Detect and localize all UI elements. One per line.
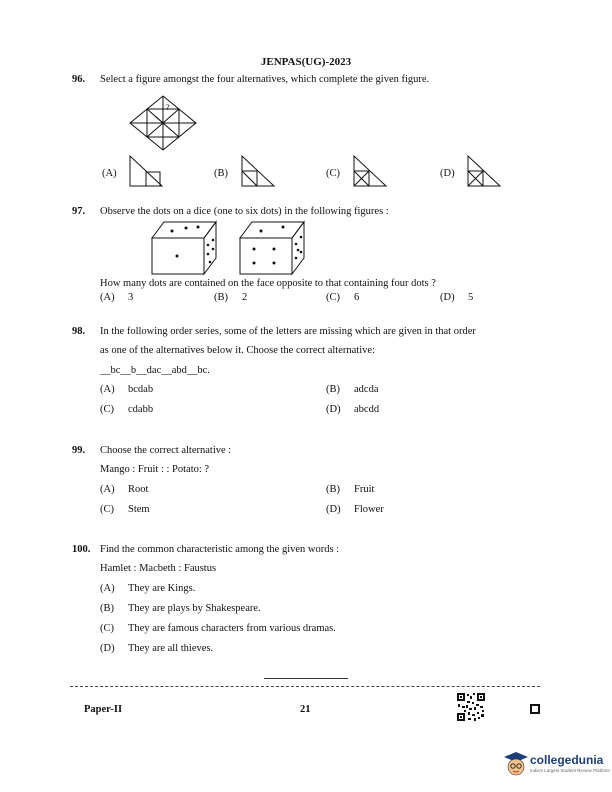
- option-b-figure[interactable]: [240, 154, 276, 188]
- question-text: Select a figure amongst the four alternatives, which complete the given figure.: [100, 74, 430, 85]
- collegedunia-brand: collegedunia: [530, 753, 604, 767]
- question-text: How many dots are contained on the face opposite to that containing four dots ?: [100, 278, 436, 289]
- option-d[interactable]: (D) 5: [440, 292, 474, 303]
- qr-code-icon: [456, 692, 486, 722]
- option-b-label[interactable]: (B): [214, 168, 228, 179]
- option-b[interactable]: (B) adcda: [326, 384, 379, 395]
- dice-figure-1: [150, 218, 220, 276]
- page-number: 21: [300, 704, 311, 715]
- footer-divider: [70, 686, 540, 687]
- question-mark: ?: [166, 103, 170, 112]
- option-c-figure[interactable]: [352, 154, 388, 188]
- question-text: Find the common characteristic among the given words :: [100, 544, 340, 555]
- option-d-figure[interactable]: [466, 154, 502, 188]
- option-d-label[interactable]: (D): [440, 168, 455, 179]
- option-c-label[interactable]: (C): [326, 168, 340, 179]
- option-c[interactable]: (C) cdabb: [100, 404, 154, 415]
- question-number: 96.: [72, 74, 86, 85]
- option-d[interactable]: (D) abcdd: [326, 404, 380, 415]
- option-a-label[interactable]: (A): [102, 168, 117, 179]
- question-number: 99.: [72, 445, 86, 456]
- dice-figure-2: [238, 218, 308, 276]
- analogy: Mango : Fruit : : Potato: ?: [100, 464, 210, 475]
- question-text: Choose the correct alternative :: [100, 445, 232, 456]
- word-list: Hamlet : Macbeth : Faustus: [100, 563, 217, 574]
- question-figure: [128, 94, 198, 152]
- option-a[interactable]: (A) 3: [100, 292, 134, 303]
- end-rule: [264, 678, 348, 679]
- paper-label: Paper-II: [84, 704, 123, 715]
- question-96: [72, 74, 85, 85]
- option-a-figure[interactable]: [128, 154, 164, 188]
- option-a[interactable]: (A) Root: [100, 484, 149, 495]
- option-d[interactable]: (D) They are all thieves.: [100, 643, 214, 654]
- question-number: 97.: [72, 206, 86, 217]
- option-c[interactable]: (C) 6: [326, 292, 360, 303]
- question-text: In the following order series, some of the letters are missing which are given in that order: [100, 326, 476, 337]
- question-text-continued: as one of the alternatives below it. Choose the correct alternative:: [100, 345, 375, 356]
- option-b[interactable]: (B) 2: [214, 292, 248, 303]
- option-a[interactable]: (A) bcdab: [100, 384, 154, 395]
- letter-series: __bc__b__dac__abd__bc.: [100, 365, 210, 376]
- question-number: 100.: [72, 544, 91, 555]
- option-d[interactable]: (D) Flower: [326, 504, 384, 515]
- question-number: 98.: [72, 326, 86, 337]
- question-text: Observe the dots on a dice (one to six dots) in the following figures :: [100, 206, 389, 217]
- page-header: JENPAS(UG)-2023: [260, 56, 352, 68]
- option-c[interactable]: (C) They are famous characters from various dramas.: [100, 623, 336, 634]
- collegedunia-logo-icon: [503, 750, 529, 778]
- square-marker-icon: [530, 704, 540, 714]
- collegedunia-tagline: India's Largest Student Review Platform: [530, 768, 610, 773]
- option-a[interactable]: (A) They are Kings.: [100, 583, 196, 594]
- option-b[interactable]: (B) Fruit: [326, 484, 375, 495]
- option-c[interactable]: (C) Stem: [100, 504, 150, 515]
- option-b[interactable]: (B) They are plays by Shakespeare.: [100, 603, 261, 614]
